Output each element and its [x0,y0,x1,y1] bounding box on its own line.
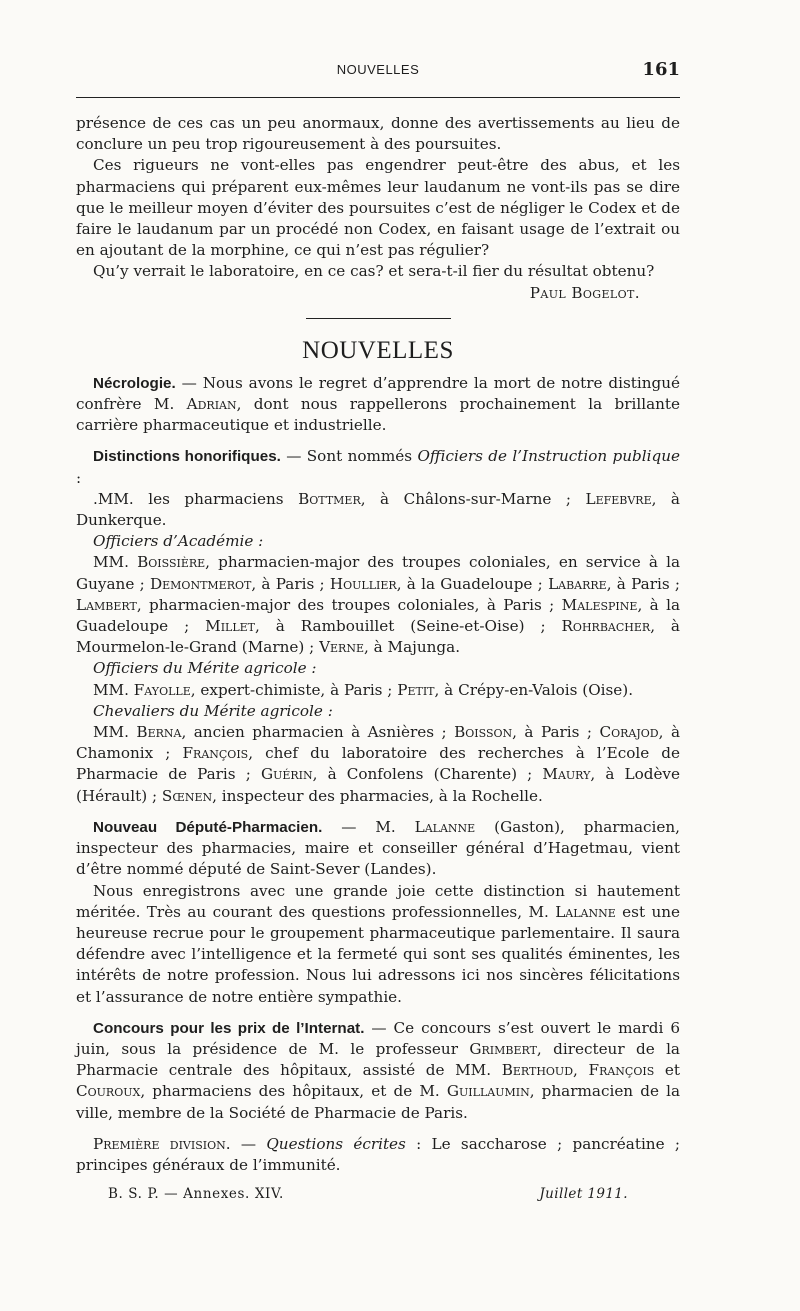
text: , à la Guadeloupe ; [76,595,681,636]
text: , pharmacien-major des troupes coloniales, en service à la Guyane ; [76,553,681,593]
person-name: Rohrbacher [561,617,651,636]
person-name: Corajod [599,723,659,742]
intro-paragraph-3: Qu’y verrait le laboratoire, en ce cas? et sera-t-il fier du résultat obtenu? [93,262,655,281]
distinctions-heading: Distinctions honorifiques. [93,448,281,466]
merite-agricole-list [76,680,680,701]
text: , directeur de la Pharmacie centrale des hôpitaux, assisté de MM. [76,1039,680,1080]
intro-paragraph-1: présence de ces cas un peu anormaux, donne des avertissements au lieu de conclure un peu trop rigoureusement à des poursuites. [76,114,680,154]
person-name: Lalanne [414,817,476,836]
person-name: Berna [136,723,182,742]
officiers-academie-heading: Officiers d’Académie : [93,532,264,551]
person-name: Fayolle [133,680,191,699]
text: , dont nous rappellerons prochainement la brillante carrière pharmaceutique et industrielle. [76,395,680,435]
text: , à la Guadeloupe ; [396,574,549,593]
text: , à Crépy-en-Valois (Oise). [434,680,634,699]
text: .MM. les pharmaciens [93,489,299,508]
text: , pharmacien-major des troupes coloniales, à Paris ; [136,595,562,614]
person-name: Adrian [186,395,237,414]
person-name: Bottmer [298,489,361,508]
author-signature: Paul Bogelot. [529,283,640,302]
premiere-division-paragraph [76,1134,680,1176]
person-name: Labarre [548,574,607,593]
person-name: François [588,1061,655,1080]
text: , à Paris ; [251,574,330,593]
person-name: Lalanne [555,902,616,921]
italic-text: Officiers de l’Instruction publique [417,447,680,466]
division-label: Première division. [93,1134,231,1153]
person-name: Sœnen [161,786,213,805]
necrologie-heading: Nécrologie. [93,374,176,392]
person-name: Verne [319,638,364,657]
text: , pharmacien de la ville, membre de la Société de Pharmacie de Paris. [76,1082,680,1122]
person-name: Petit [397,680,435,699]
officiers-academie-list [76,552,680,658]
text: , chef du laboratoire des recherches à l’Ecole de Pharmacie de Paris ; [76,744,680,784]
person-name: Demontmerot [149,574,252,593]
page-footer [76,1186,680,1206]
page-body [76,113,680,1176]
section-title: NOUVELLES [302,336,454,364]
necrologie-paragraph [76,373,680,437]
text: , à Paris ; [606,574,680,593]
footer-date: Juillet 1911. [539,1186,628,1202]
text: et [654,1061,681,1080]
italic-text: Questions écrites [266,1134,406,1153]
person-name: Grimbert [469,1039,537,1058]
running-title: NOUVELLES [336,62,420,77]
text: , à Majunga. [364,638,461,657]
text: , ancien pharmacien à Asnières ; [181,723,455,742]
text: , à Chamonix ; [76,723,680,763]
text: : [76,468,82,487]
person-name: Berthoud [501,1061,574,1080]
chevaliers-heading: Chevaliers du Mérite agricole : [93,701,333,720]
person-name: Lambert [76,595,137,614]
concours-heading: Concours pour les prix de l’Internat. [93,1019,365,1037]
distinctions-list-1 [76,489,680,531]
person-name: Guillaumin [446,1082,530,1101]
person-name: Boisson [454,723,513,742]
merite-agricole-heading: Officiers du Mérite agricole : [93,659,317,678]
person-name: Maury [542,765,591,784]
text: — [230,1134,267,1153]
text: — M. [322,817,415,836]
text: , à Paris ; [512,723,600,742]
text: MM. [93,680,134,699]
text: , à Dunkerque. [76,489,680,530]
text: , à Châlons-sur-Marne ; [360,489,586,508]
intro-paragraph-2: Ces rigueurs ne vont-elles pas engendrer peut-être des abus, et les pharmaciens qui préparent eux-mêmes leur laudanum ne vont-ils pas se dire que le meilleur moyen d’éviter des poursuites c’est de négliger le Codex et de faire le laudanum par un procédé non Codex, en faisant usage de l’extrait ou en ajoutant de la morphine, ce qui n’est pas régulier? [76,156,680,260]
person-name: Couroux [76,1082,141,1101]
text: , [573,1061,589,1080]
text: MM. [93,553,138,572]
text: , à Rambouillet (Seine-et-Oise) ; [255,617,562,636]
person-name: François [182,744,249,763]
depute-paragraph-2 [76,881,680,1008]
text: est une heureuse recrue pour le groupement pharmaceutique parlementaire. Il saura défendre avec l’intelligence et la fermeté qui sont ses qualités éminentes, les intérêts de notre profession. Nous lui adressons ici nos sincères félicitations et l’assurance de notre entière sympathie. [76,902,680,1006]
distinctions-intro [76,446,680,488]
text: (Gaston), pharmacien, inspecteur des pharmacies, maire et conseiller général d’Hagetmau, vient d’être nommé député de Saint-Sever (Landes). [76,817,680,879]
text: , à Lodève (Hérault) ; [76,765,681,805]
page-number: 161 [642,59,680,80]
text: — Nous avons le regret d’apprendre la mort de notre distingué confrère M. [76,373,680,414]
text: : Le saccharose ; pancréatine ; principes généraux de l’immunité. [76,1134,680,1174]
running-head [76,59,680,84]
person-name: Lefebvre [585,489,652,508]
person-name: Millet [205,617,256,636]
person-name: Malespine [561,595,638,614]
section-separator [306,318,451,319]
person-name: Boissière [137,553,206,572]
text: , à Confolens (Charente) ; [312,765,543,784]
text: , à Mourmelon-le-Grand (Marne) ; [76,617,680,657]
depute-paragraph [76,817,680,881]
person-name: Houllier [329,574,397,593]
text: — Sont nommés [280,447,418,466]
text: MM. [93,723,137,742]
depute-heading: Nouveau Député-Pharmacien. [93,818,323,836]
chevaliers-list [76,722,680,807]
text: , expert-chimiste, à Paris ; [190,680,398,699]
concours-paragraph [76,1018,680,1124]
person-name: Guérin [260,765,313,784]
text: , pharmaciens des hôpitaux, et de M. [140,1082,447,1101]
footer-journal: B. S. P. — Annexes. XIV. [108,1186,284,1202]
text: Nous enregistrons avec une grande joie cette distinction si hautement méritée. Très au courant des questions professionnelles, M. [76,881,680,921]
text: — Ce concours s’est ouvert le mardi 6 juin, sous la présidence de M. le professeur [76,1018,681,1058]
text: , inspecteur des pharmacies, à la Rochelle. [212,786,543,805]
header-rule [76,97,680,98]
